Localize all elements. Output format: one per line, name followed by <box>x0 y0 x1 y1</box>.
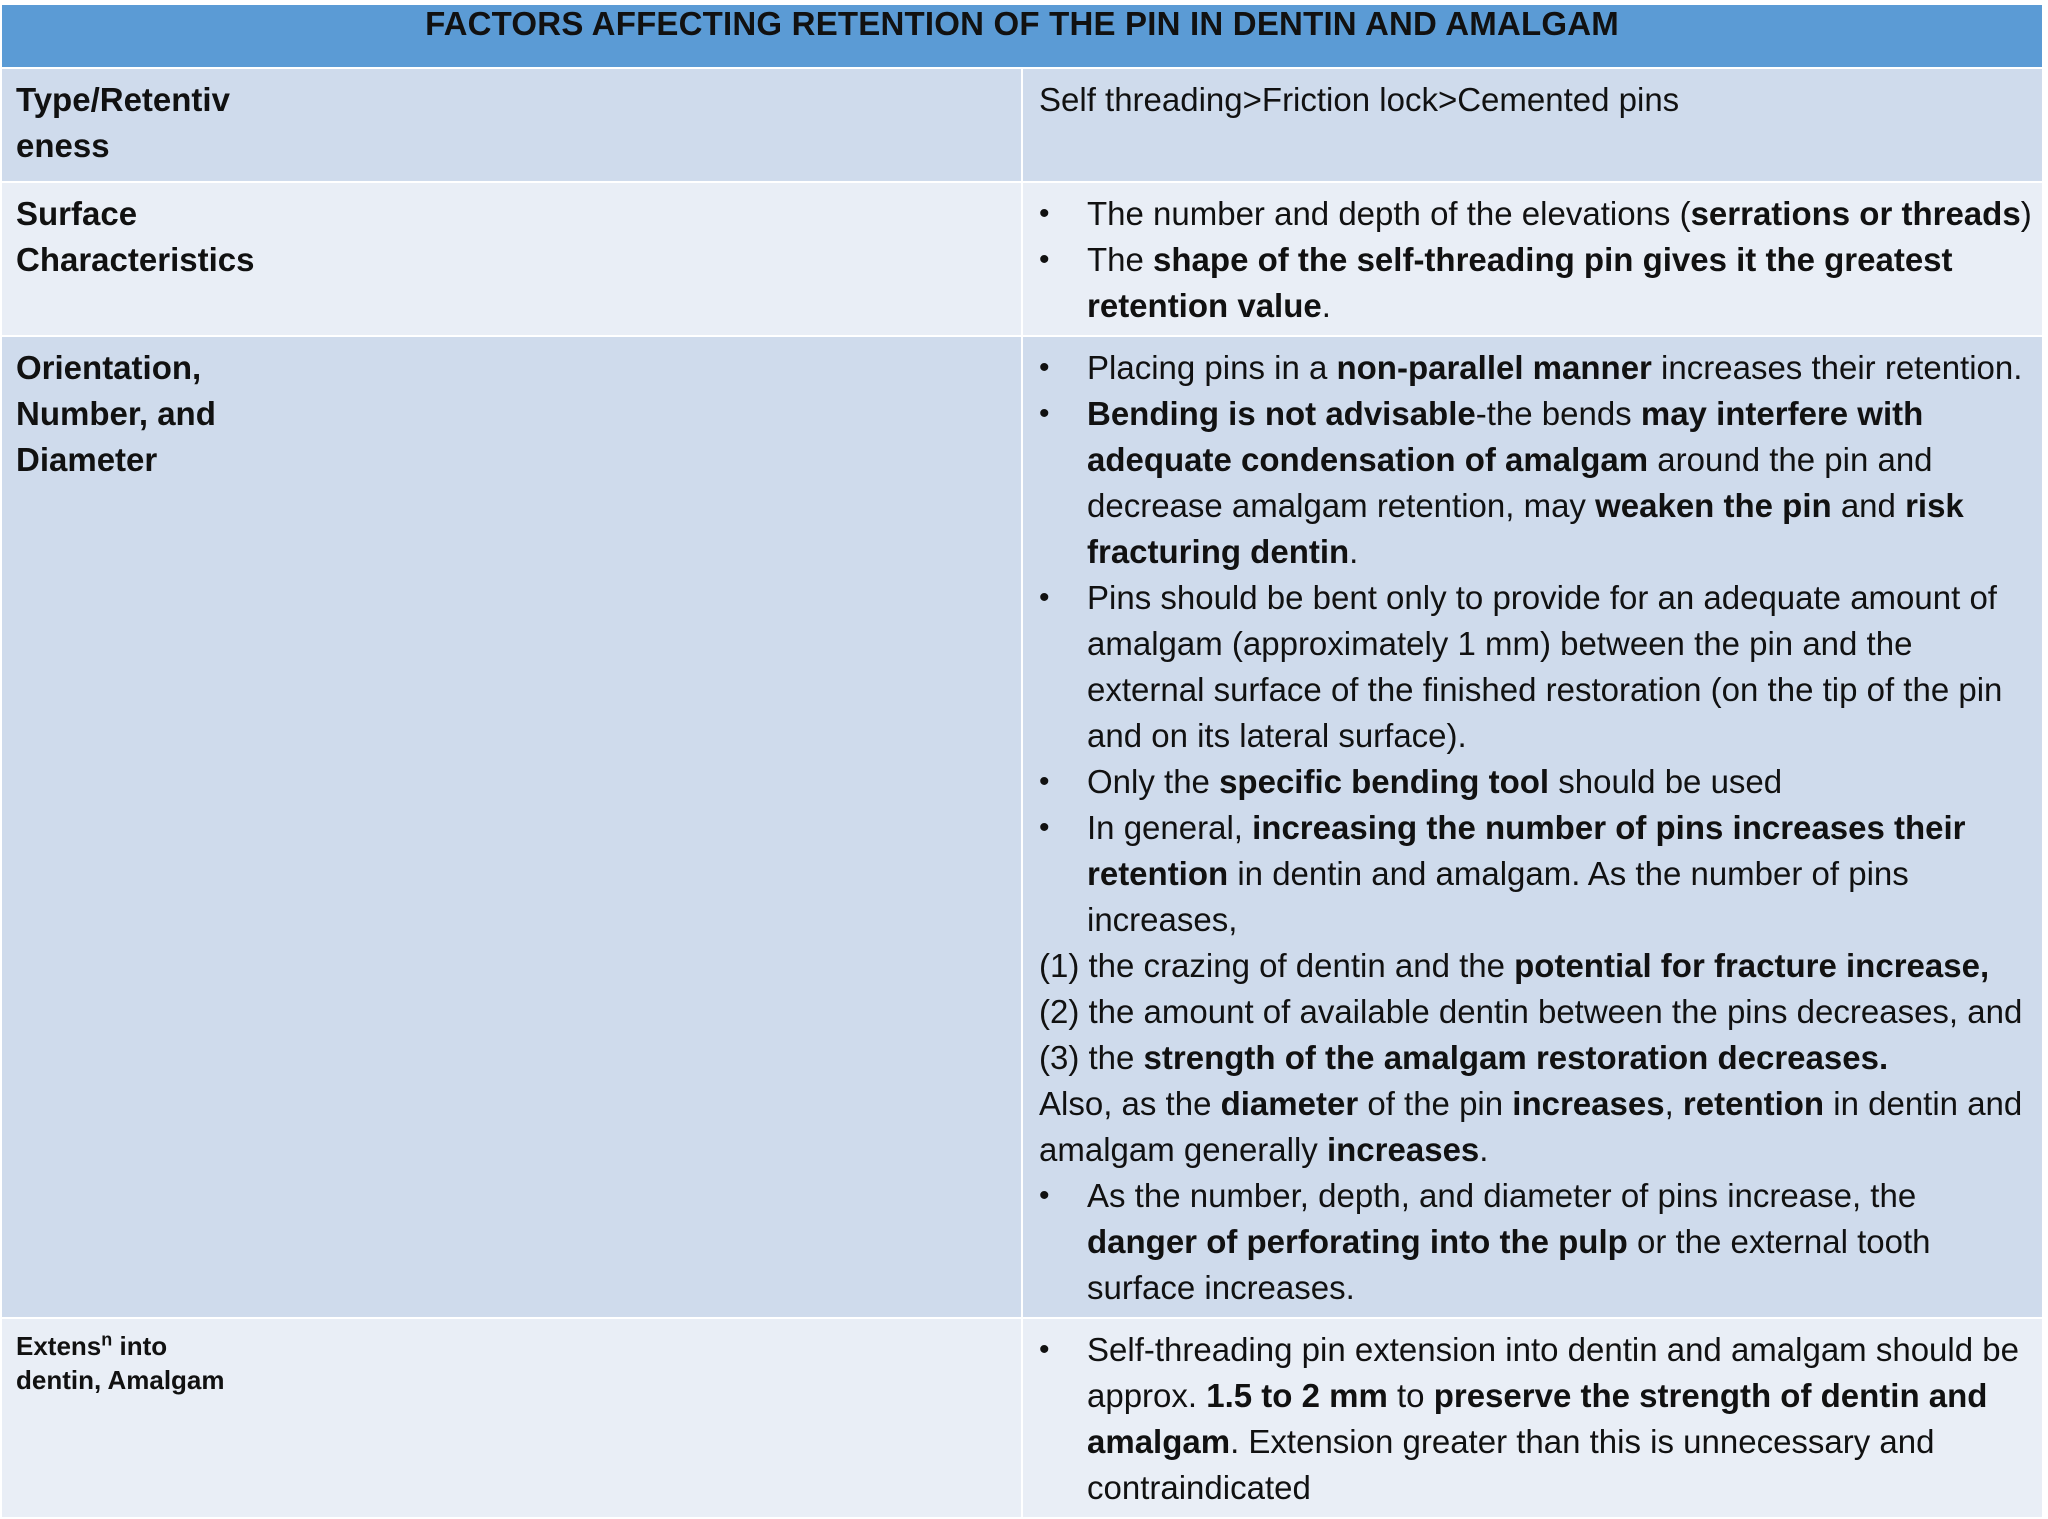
label-line: Number, and <box>16 395 216 432</box>
numbered-item: (2) the amount of available dentin between the pins decreases, and <box>1039 993 2023 1030</box>
row-content-orientation <box>1022 336 2043 1318</box>
table-row-type <box>1 68 2043 182</box>
row-content-type <box>1022 68 2043 182</box>
bullet-list <box>1039 1173 2034 1311</box>
label-line: Orientation, <box>16 349 202 386</box>
bullet-item: • Self-threading pin extension into dentin and amalgam should be approx. 1.5 to 2 mm to preserve the strength of dentin and amalgam. Extension greater than this is unnecessary and contraindicated <box>1039 1327 2034 1511</box>
numbered-item: (3) the strength of the amalgam restoration decreases. <box>1039 1039 1889 1076</box>
bullet-item: • As the number, depth, and diameter of pins increase, the danger of perforating into the pulp or the external tooth surface increases. <box>1039 1173 2034 1311</box>
factors-table <box>0 3 2044 1519</box>
bullet-list <box>1039 191 2034 329</box>
also-line: Also, as the diameter of the pin increases, retention in dentin and amalgam generally increases. <box>1039 1085 2023 1168</box>
label-line: eness <box>16 127 110 164</box>
table-title: FACTORS AFFECTING RETENTION OF THE PIN IN DENTIN AND AMALGAM <box>1 4 2043 68</box>
label-line: Diameter <box>16 441 158 478</box>
row-label-surface <box>1 182 1022 336</box>
bullet-item: • Bending is not advisable-the bends may interfere with adequate condensation of amalgam around the pin and decrease amalgam retention, may weaken the pin and risk fracturing dentin. <box>1039 391 2034 575</box>
label-line: Surface <box>16 195 138 232</box>
row-content-surface <box>1022 182 2043 336</box>
bullet-item: • The shape of the self-threading pin gives it the greatest retention value. <box>1039 237 2034 329</box>
bullet-item: • In general, increasing the number of pins increases their retention in dentin and amalgam. As the number of pins increases, <box>1039 805 2034 943</box>
bullet-item: • Placing pins in a non-parallel manner increases their retention. <box>1039 345 2034 391</box>
bullet-list <box>1039 345 2034 943</box>
table-row-orientation <box>1 336 2043 1318</box>
table-row-extension <box>1 1318 2043 1518</box>
row-content-extension <box>1022 1318 2043 1518</box>
label-line: Type/Retentiv <box>16 81 230 118</box>
numbered-item: (1) the crazing of dentin and the potential for fracture increase, <box>1039 947 1990 984</box>
row-label-orientation <box>1 336 1022 1318</box>
row-label-extension <box>1 1318 1022 1518</box>
bullet-item: • Only the specific bending tool should be used <box>1039 759 2034 805</box>
label-line: Characteristics <box>16 241 255 278</box>
type-text: Self threading>Friction lock>Cemented pins <box>1039 81 1680 118</box>
row-label-type <box>1 68 1022 182</box>
bullet-list <box>1039 1327 2034 1511</box>
bullet-item: • Pins should be bent only to provide for an adequate amount of amalgam (approximately 1 mm) between the pin and the external surface of the finished restoration (on the tip of the pin and on its lateral surface). <box>1039 575 2034 759</box>
bullet-item: • The number and depth of the elevations (serrations or threads) <box>1039 191 2034 237</box>
label-line: dentin, Amalgam <box>16 1365 225 1395</box>
table-row-surface <box>1 182 2043 336</box>
label-line: Extens$^n$ into <box>16 1329 168 1361</box>
